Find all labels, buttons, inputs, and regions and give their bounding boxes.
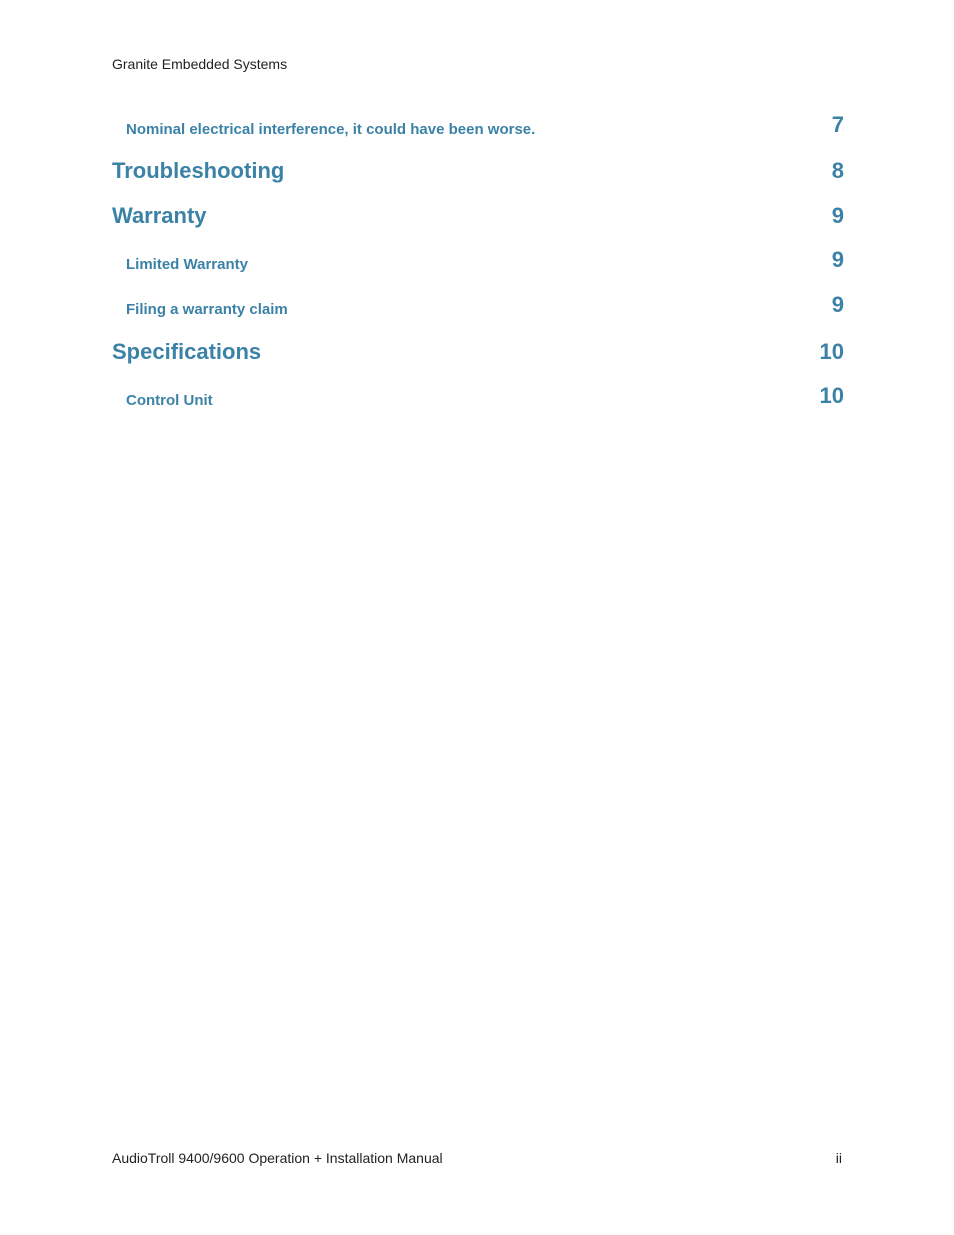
toc-entry-nominal-interference[interactable] xyxy=(112,108,844,138)
toc-entry-label: Filing a warranty claim xyxy=(126,301,288,318)
toc-entry-troubleshooting[interactable] xyxy=(112,154,844,184)
toc-entry-label: Limited Warranty xyxy=(126,256,248,273)
toc-entry-label: Troubleshooting xyxy=(112,158,285,183)
toc-entry-label: Warranty xyxy=(112,203,207,228)
toc-entry-control-unit[interactable] xyxy=(112,379,844,409)
toc-entry-warranty[interactable] xyxy=(112,199,844,229)
toc-entry-page: 10 xyxy=(819,383,844,408)
page-header: Granite Embedded Systems xyxy=(112,56,288,72)
toc-entry-label: Specifications xyxy=(112,339,262,364)
toc-entry-page: 7 xyxy=(831,112,844,137)
toc-entry-specifications[interactable] xyxy=(112,335,844,365)
footer-title: AudioTroll 9400/9600 Operation + Installation Manual xyxy=(112,1150,443,1166)
toc-entry-page: 8 xyxy=(831,158,844,183)
toc-entry-limited-warranty[interactable] xyxy=(112,243,844,273)
toc-entry-page: 10 xyxy=(819,339,844,364)
toc-entry-page: 9 xyxy=(831,292,844,317)
toc-entry-label: Control Unit xyxy=(126,392,213,409)
footer-page-number: ii xyxy=(835,1150,842,1166)
toc-entry-label: Nominal electrical interference, it could have been worse. xyxy=(126,121,536,138)
toc-entry-page: 9 xyxy=(831,247,844,272)
toc-entry-page: 9 xyxy=(831,203,844,228)
toc-entry-filing-claim[interactable] xyxy=(112,288,844,318)
